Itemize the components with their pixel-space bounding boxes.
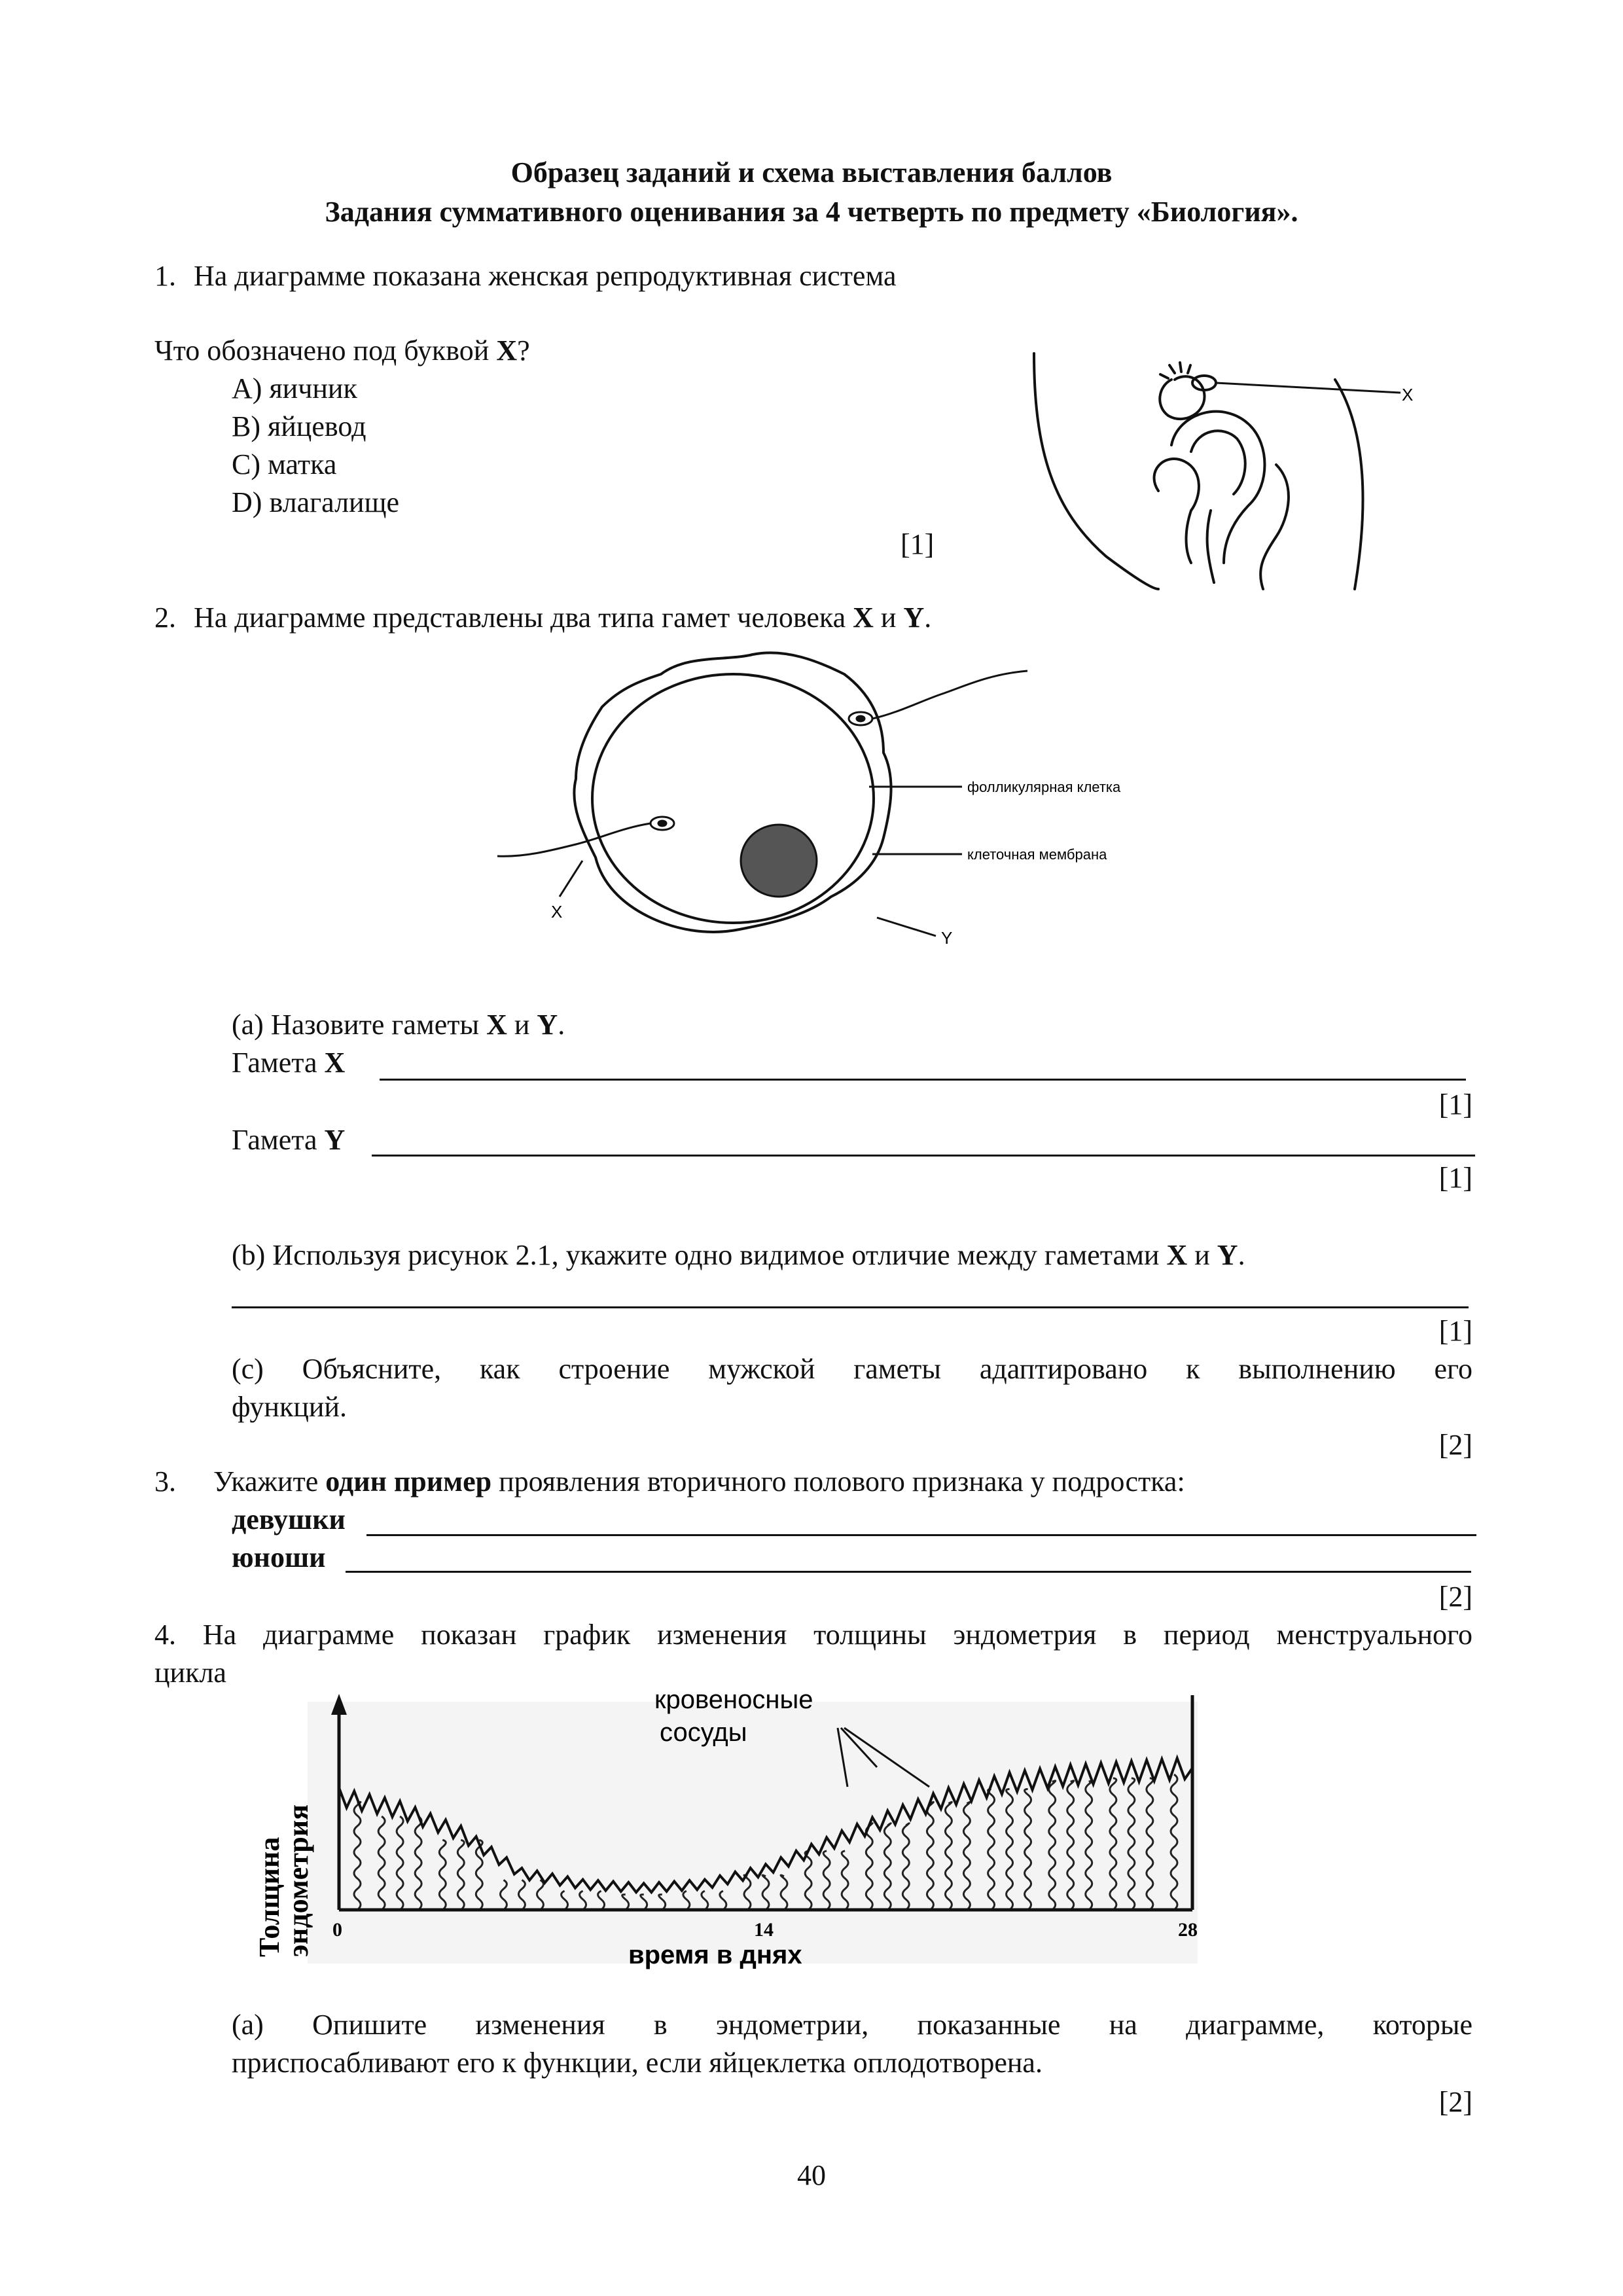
q3-text: Укажите один пример проявления вторичного полового признака у подростка:	[213, 1465, 1185, 1498]
q1-question: Что обозначено под буквой X?	[154, 334, 530, 367]
q1-option-d: D) влагалище	[232, 486, 399, 518]
q2c-text-line-2: функций.	[232, 1391, 347, 1423]
q4-text-line-1: 4. На диаграмме показан график изменения толщины эндометрия в период менструального	[154, 1619, 1472, 1651]
q2-diagram-label-x: X	[551, 902, 563, 922]
q4-text-line-2: цикла	[154, 1657, 226, 1689]
tick-14: 14	[754, 1919, 774, 1941]
gamete-y-label: Гамета Y	[232, 1124, 346, 1156]
q4a-text-line-2: приспосабливают его к функции, если яйцеклетка оплодотворена.	[232, 2047, 1043, 2079]
q1-diagram-label-x: X	[1402, 385, 1414, 404]
q1-option-b: B) яйцевод	[232, 410, 366, 442]
sperm-tail-right	[872, 671, 1027, 719]
q4a-mark: [2]	[1438, 2086, 1472, 2118]
gamete-x-label: Гамета X	[232, 1047, 346, 1079]
label-cell-membrane: клеточная мембрана	[967, 846, 1107, 863]
q1-option-c: C) матка	[232, 448, 337, 480]
rectum	[1260, 465, 1289, 589]
follicle-outline	[574, 653, 891, 932]
gamete-y-answer-line[interactable]	[372, 1155, 1475, 1157]
vagina	[1207, 511, 1214, 583]
egg-nucleus	[741, 825, 817, 897]
y-axis-label-line-2: эндометрия	[282, 1804, 314, 1957]
egg-membrane	[592, 674, 874, 923]
annotation-line-1: кровеносные	[654, 1685, 813, 1714]
annotation-line-2: сосуды	[660, 1718, 747, 1747]
q3-number: 3.	[154, 1465, 176, 1498]
q3-girls-answer-line[interactable]	[366, 1534, 1476, 1536]
body-outline-right	[1335, 380, 1363, 589]
gamete-x-mark: [1]	[1438, 1088, 1472, 1121]
q3-mark: [2]	[1438, 1581, 1472, 1613]
q2-text: На диаграмме представлены два типа гамет человека X и Y.	[194, 601, 932, 634]
y-axis-label-line-1: Толщина	[253, 1837, 285, 1957]
q2b-answer-line[interactable]	[232, 1306, 1469, 1308]
q1-number: 1.	[154, 260, 176, 292]
q4a-text-line-1: (a) Опишите изменения в эндометрии, показанные на диаграмме, которые	[232, 2009, 1472, 2041]
gamete-y-mark: [1]	[1438, 1162, 1472, 1194]
q1-mark: [1]	[901, 528, 935, 560]
gametes-diagram	[491, 648, 1145, 962]
q1-option-a: A) яичник	[232, 372, 357, 404]
q3-boys-answer-line[interactable]	[346, 1571, 1471, 1573]
q2-diagram-label-y: Y	[941, 928, 953, 948]
x-axis-label: время в днях	[628, 1941, 802, 1969]
q3-boys-label: юноши	[232, 1541, 326, 1573]
bladder	[1154, 459, 1199, 563]
q2b-text: (b) Используя рисунок 2.1, укажите одно видимое отличие между гаметами X и Y.	[232, 1239, 1245, 1271]
q1-text: На диаграмме показана женская репродуктивная система	[194, 260, 897, 292]
q2b-mark: [1]	[1438, 1315, 1472, 1347]
gamete-x-answer-line[interactable]	[380, 1079, 1466, 1081]
endometrium-chart	[236, 1685, 1204, 1970]
ovary-tube	[1160, 376, 1204, 419]
q2c-text-line-1: (c) Объясните, как строение мужской гаметы адаптировано к выполнению его	[232, 1353, 1472, 1385]
tick-28: 28	[1178, 1919, 1198, 1941]
label-follicular-cell: фолликулярная клетка	[967, 779, 1121, 795]
page-number: 40	[797, 2159, 826, 2191]
title-line-1: Образец заданий и схема выставления баллов	[510, 156, 1113, 188]
tick-0: 0	[332, 1919, 342, 1941]
q2-number: 2.	[154, 601, 176, 634]
q2c-mark: [2]	[1438, 1429, 1472, 1461]
q2a-text: (a) Назовите гаметы X и Y.	[232, 1009, 565, 1041]
title-line-2: Задания суммативного оценивания за 4 четверть по предмету «Биология».	[325, 196, 1298, 228]
q3-girls-label: девушки	[232, 1503, 346, 1535]
body-outline-left	[1034, 353, 1158, 589]
female-reproductive-diagram	[1027, 340, 1414, 589]
sperm-tail-left	[497, 823, 651, 856]
